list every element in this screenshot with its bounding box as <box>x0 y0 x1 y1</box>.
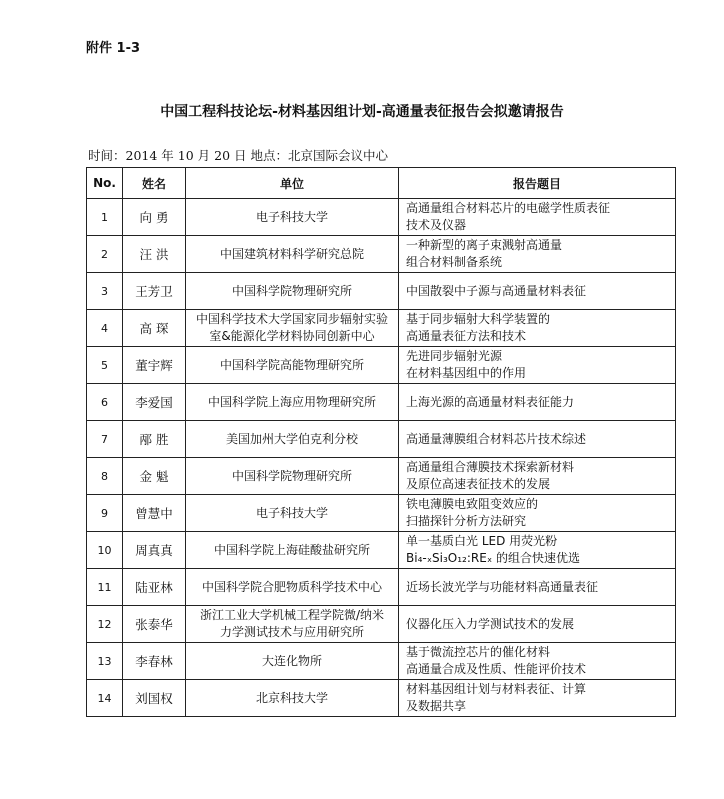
affiliation-line: 美国加州大学伯克利分校 <box>225 431 358 446</box>
topic-line: 高通量组合薄膜技术探索新材料 <box>406 460 575 474</box>
affiliation-line: 中国科学院高能物理研究所 <box>219 357 364 372</box>
report-topic <box>399 569 676 606</box>
row-number: 11 <box>87 569 123 606</box>
table-row <box>87 347 676 384</box>
row-number: 10 <box>87 532 123 569</box>
header-name: 姓名 <box>123 168 186 199</box>
topic-line: 近场长波光学与功能材料高通量表征 <box>406 579 599 594</box>
speaker-affiliation <box>186 421 399 458</box>
header-unit: 单位 <box>186 168 399 199</box>
speaker-affiliation <box>186 199 399 236</box>
speaker-name: 李春林 <box>123 643 186 680</box>
affiliation-line: 电子科技大学 <box>255 209 328 224</box>
speaker-affiliation <box>186 643 399 680</box>
speaker-affiliation <box>186 310 399 347</box>
table-row <box>87 199 676 236</box>
table-row <box>87 569 676 606</box>
speaker-name: 向 勇 <box>123 199 186 236</box>
table-row <box>87 532 676 569</box>
speaker-name: 金 魁 <box>123 458 186 495</box>
topic-line: 高通量组合材料芯片的电磁学性质表征 <box>406 201 611 215</box>
topic-line: 高通量表征方法和技术 <box>406 329 527 343</box>
table-row <box>87 495 676 532</box>
affiliation-line: 室&能源化学材料协同创新中心 <box>209 329 375 343</box>
speaker-name: 汪 洪 <box>123 236 186 273</box>
speaker-affiliation <box>186 495 399 532</box>
table-row <box>87 236 676 273</box>
report-topic <box>399 384 676 421</box>
row-number: 4 <box>87 310 123 347</box>
topic-line: 仪器化压入力学测试技术的发展 <box>406 616 575 631</box>
speaker-affiliation <box>186 680 399 717</box>
topic-line: 扫描探针分析方法研究 <box>406 514 527 528</box>
speaker-affiliation <box>186 347 399 384</box>
table-row <box>87 384 676 421</box>
report-topic <box>399 606 676 643</box>
speaker-name: 董宇辉 <box>123 347 186 384</box>
affiliation-line: 中国建筑材料科学研究总院 <box>219 246 364 261</box>
topic-line: 高通量合成及性质、性能评价技术 <box>406 662 587 676</box>
table-row <box>87 310 676 347</box>
table-row <box>87 421 676 458</box>
affiliation-line: 浙江工业大学机械工程学院微/纳米 <box>199 608 385 622</box>
report-topic <box>399 236 676 273</box>
time-location-line: 时间：2014 年 10 月 20 日 地点：北京国际会议中心 <box>88 148 388 163</box>
speaker-name: 刘国权 <box>123 680 186 717</box>
speaker-name: 王芳卫 <box>123 273 186 310</box>
report-topic <box>399 310 676 347</box>
affiliation-line: 北京科技大学 <box>255 690 328 705</box>
row-number: 13 <box>87 643 123 680</box>
row-number: 3 <box>87 273 123 310</box>
speaker-name: 张泰华 <box>123 606 186 643</box>
affiliation-line: 中国科学院合肥物质科学技术中心 <box>201 579 382 594</box>
topic-line: 及原位高速表征技术的发展 <box>406 477 551 491</box>
speaker-affiliation <box>186 458 399 495</box>
speaker-name: 曾慧中 <box>123 495 186 532</box>
report-topic <box>399 532 676 569</box>
speaker-name: 陆亚林 <box>123 569 186 606</box>
speaker-table <box>86 167 676 717</box>
topic-line: 高通量薄膜组合材料芯片技术综述 <box>406 431 587 446</box>
topic-line: 铁电薄膜电致阻变效应的 <box>406 497 539 511</box>
attachment-label: 附件 1-3 <box>86 41 141 56</box>
topic-line: 材料基因组计划与材料表征、计算 <box>406 682 587 696</box>
table-row <box>87 606 676 643</box>
topic-line: 单一基质白光 LED 用荧光粉 <box>406 534 558 548</box>
speaker-name: 邴 胜 <box>123 421 186 458</box>
topic-line: 基于微流控芯片的催化材料 <box>406 645 551 659</box>
row-number: 1 <box>87 199 123 236</box>
speaker-name: 高 琛 <box>123 310 186 347</box>
affiliation-line: 中国科学院物理研究所 <box>231 468 352 483</box>
table-row <box>87 680 676 717</box>
affiliation-line: 力学测试技术与应用研究所 <box>219 625 364 639</box>
report-topic <box>399 273 676 310</box>
report-topic <box>399 421 676 458</box>
topic-line: 组合材料制备系统 <box>406 255 503 269</box>
speaker-affiliation <box>186 273 399 310</box>
row-number: 5 <box>87 347 123 384</box>
affiliation-line: 中国科学院上海应用物理研究所 <box>207 394 376 409</box>
topic-line: 一种新型的离子束溅射高通量 <box>406 238 563 252</box>
speaker-affiliation <box>186 569 399 606</box>
header-topic: 报告题目 <box>399 168 676 199</box>
speaker-name: 李爱国 <box>123 384 186 421</box>
document-title: 中国工程科技论坛-材料基因组计划-高通量表征报告会拟邀请报告 <box>160 104 564 120</box>
topic-line: 上海光源的高通量材料表征能力 <box>406 394 575 409</box>
speaker-affiliation <box>186 606 399 643</box>
affiliation-line: 中国科学技术大学国家同步辐射实验 <box>195 312 388 326</box>
report-topic <box>399 458 676 495</box>
topic-line: 中国散裂中子源与高通量材料表征 <box>406 283 587 298</box>
topic-line: 技术及仪器 <box>406 218 467 232</box>
report-topic <box>399 643 676 680</box>
topic-line: Bi₄-ₓSi₃O₁₂:REₓ 的组合快速优选 <box>406 551 580 565</box>
topic-line: 基于同步辐射大科学装置的 <box>406 312 551 326</box>
speaker-affiliation <box>186 532 399 569</box>
header-no: No. <box>87 168 123 199</box>
affiliation-line: 中国科学院上海硅酸盐研究所 <box>213 542 370 557</box>
table-row <box>87 643 676 680</box>
row-number: 8 <box>87 458 123 495</box>
table-row <box>87 273 676 310</box>
report-topic <box>399 495 676 532</box>
table-row <box>87 458 676 495</box>
report-topic <box>399 347 676 384</box>
row-number: 7 <box>87 421 123 458</box>
speaker-affiliation <box>186 384 399 421</box>
table-header-row <box>87 168 676 199</box>
topic-line: 及数据共享 <box>406 699 467 713</box>
affiliation-line: 大连化物所 <box>261 653 322 668</box>
report-topic <box>399 199 676 236</box>
topic-line: 先进同步辐射光源 <box>406 349 503 363</box>
speaker-affiliation <box>186 236 399 273</box>
row-number: 9 <box>87 495 123 532</box>
row-number: 2 <box>87 236 123 273</box>
report-topic <box>399 680 676 717</box>
topic-line: 在材料基因组中的作用 <box>406 366 527 380</box>
affiliation-line: 电子科技大学 <box>255 505 328 520</box>
row-number: 12 <box>87 606 123 643</box>
row-number: 14 <box>87 680 123 717</box>
row-number: 6 <box>87 384 123 421</box>
affiliation-line: 中国科学院物理研究所 <box>231 283 352 298</box>
speaker-name: 周真真 <box>123 532 186 569</box>
